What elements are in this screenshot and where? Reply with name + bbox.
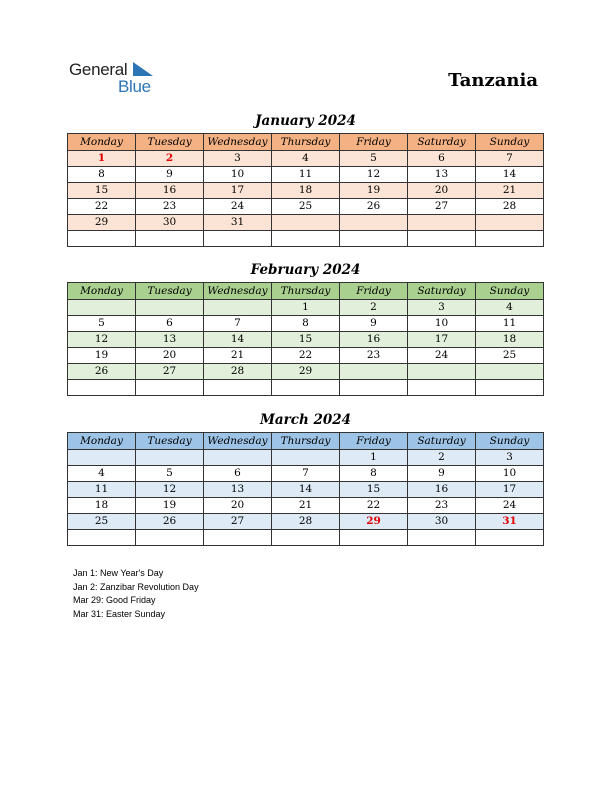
day-cell: 13 — [204, 482, 272, 498]
day-cell: 16 — [340, 332, 408, 348]
country-title: Tanzania — [448, 70, 538, 91]
day-cell — [408, 231, 476, 247]
weekday-header: Friday — [340, 283, 408, 300]
day-cell: 12 — [136, 482, 204, 498]
day-cell — [272, 450, 340, 466]
day-cell: 2 — [340, 300, 408, 316]
week-row — [68, 514, 544, 530]
day-cell — [408, 364, 476, 380]
day-cell: 3 — [204, 151, 272, 167]
day-cell: 30 — [408, 514, 476, 530]
day-cell: 10 — [408, 316, 476, 332]
day-cell: 22 — [340, 498, 408, 514]
day-cell — [204, 300, 272, 316]
holiday-list — [73, 567, 199, 622]
day-cell: 12 — [68, 332, 136, 348]
day-cell: 24 — [204, 199, 272, 215]
day-cell: 12 — [340, 167, 408, 183]
weekday-header: Thursday — [272, 433, 340, 450]
day-cell: 19 — [340, 183, 408, 199]
day-cell — [204, 380, 272, 396]
weekday-header: Tuesday — [136, 283, 204, 300]
day-cell — [340, 530, 408, 546]
day-cell — [68, 300, 136, 316]
day-cell: 6 — [204, 466, 272, 482]
calendar-january — [67, 133, 544, 247]
day-cell: 7 — [204, 316, 272, 332]
weekday-header: Friday — [340, 134, 408, 151]
day-cell: 20 — [136, 348, 204, 364]
logo-triangle-icon — [133, 62, 153, 76]
day-cell: 20 — [408, 183, 476, 199]
day-cell: 2 — [136, 151, 204, 167]
day-cell — [340, 380, 408, 396]
day-cell: 1 — [68, 151, 136, 167]
day-cell: 5 — [340, 151, 408, 167]
day-cell — [476, 231, 544, 247]
day-cell — [68, 530, 136, 546]
day-cell — [408, 215, 476, 231]
day-cell: 10 — [476, 466, 544, 482]
month-title-march: March 2024 — [259, 412, 352, 428]
day-cell: 24 — [408, 348, 476, 364]
weekday-header: Sunday — [476, 283, 544, 300]
day-cell: 15 — [68, 183, 136, 199]
day-cell — [204, 450, 272, 466]
day-cell — [68, 380, 136, 396]
day-cell: 10 — [204, 167, 272, 183]
week-row — [68, 231, 544, 247]
week-row — [68, 380, 544, 396]
day-cell — [204, 530, 272, 546]
day-cell: 9 — [408, 466, 476, 482]
day-cell — [272, 380, 340, 396]
day-cell — [340, 364, 408, 380]
day-cell: 20 — [204, 498, 272, 514]
day-cell: 1 — [272, 300, 340, 316]
day-cell: 5 — [136, 466, 204, 482]
weekday-header: Friday — [340, 433, 408, 450]
day-cell: 22 — [68, 199, 136, 215]
calendar-february — [67, 282, 544, 396]
day-cell: 23 — [340, 348, 408, 364]
day-cell — [340, 231, 408, 247]
day-cell: 8 — [272, 316, 340, 332]
holiday-item: Jan 1: New Year's Day — [73, 568, 164, 578]
day-cell: 14 — [272, 482, 340, 498]
day-cell: 28 — [204, 364, 272, 380]
day-cell: 11 — [68, 482, 136, 498]
day-cell: 29 — [68, 215, 136, 231]
day-cell: 30 — [136, 215, 204, 231]
logo — [69, 60, 169, 96]
day-cell: 26 — [340, 199, 408, 215]
day-cell: 27 — [204, 514, 272, 530]
day-cell — [136, 231, 204, 247]
day-cell: 14 — [476, 167, 544, 183]
week-row — [68, 466, 544, 482]
day-cell: 19 — [68, 348, 136, 364]
logo-blue-text: Blue — [118, 77, 151, 96]
day-cell: 18 — [476, 332, 544, 348]
day-cell — [272, 530, 340, 546]
holiday-item: Jan 2: Zanzibar Revolution Day — [73, 581, 199, 592]
day-cell — [272, 215, 340, 231]
day-cell: 27 — [136, 364, 204, 380]
weekday-header: Thursday — [272, 134, 340, 151]
day-cell: 25 — [272, 199, 340, 215]
day-cell: 23 — [408, 498, 476, 514]
day-cell: 19 — [136, 498, 204, 514]
day-cell: 16 — [408, 482, 476, 498]
day-cell: 3 — [476, 450, 544, 466]
week-row — [68, 482, 544, 498]
week-row — [68, 199, 544, 215]
weekday-header: Monday — [68, 134, 136, 151]
month-title-january: January 2024 — [255, 113, 356, 129]
holiday-item: Mar 29: Good Friday — [73, 595, 156, 606]
day-cell: 7 — [476, 151, 544, 167]
day-cell — [136, 450, 204, 466]
day-cell: 27 — [408, 199, 476, 215]
day-cell — [272, 231, 340, 247]
week-row — [68, 151, 544, 167]
weekday-header: Wednesday — [204, 134, 272, 151]
weekday-header: Wednesday — [204, 433, 272, 450]
month-title-february: February 2024 — [250, 262, 361, 278]
calendar-march — [67, 432, 544, 546]
day-cell: 29 — [340, 514, 408, 530]
day-cell: 13 — [408, 167, 476, 183]
week-row — [68, 215, 544, 231]
day-cell — [136, 300, 204, 316]
day-cell: 13 — [136, 332, 204, 348]
day-cell: 16 — [136, 183, 204, 199]
day-cell: 4 — [476, 300, 544, 316]
day-cell — [476, 215, 544, 231]
day-cell: 17 — [476, 482, 544, 498]
day-cell: 17 — [204, 183, 272, 199]
day-cell — [136, 380, 204, 396]
day-cell: 17 — [408, 332, 476, 348]
day-cell: 3 — [408, 300, 476, 316]
day-cell: 9 — [340, 316, 408, 332]
weekday-header: Tuesday — [136, 134, 204, 151]
weekday-header: Sunday — [476, 134, 544, 151]
day-cell: 18 — [272, 183, 340, 199]
day-cell — [340, 215, 408, 231]
day-cell: 4 — [272, 151, 340, 167]
day-cell: 31 — [476, 514, 544, 530]
weekday-header: Monday — [68, 433, 136, 450]
day-cell — [68, 450, 136, 466]
day-cell: 8 — [340, 466, 408, 482]
day-cell — [68, 231, 136, 247]
day-cell: 22 — [272, 348, 340, 364]
day-cell: 25 — [476, 348, 544, 364]
day-cell — [476, 380, 544, 396]
day-cell: 4 — [68, 466, 136, 482]
day-cell: 28 — [476, 199, 544, 215]
day-cell: 6 — [136, 316, 204, 332]
week-row — [68, 530, 544, 546]
day-cell: 31 — [204, 215, 272, 231]
day-cell: 21 — [204, 348, 272, 364]
holiday-item: Mar 31: Easter Sunday — [73, 609, 166, 620]
day-cell: 9 — [136, 167, 204, 183]
day-cell — [136, 530, 204, 546]
day-cell: 1 — [340, 450, 408, 466]
day-cell: 7 — [272, 466, 340, 482]
day-cell: 2 — [408, 450, 476, 466]
day-cell: 11 — [476, 316, 544, 332]
day-cell: 15 — [272, 332, 340, 348]
weekday-header: Saturday — [408, 433, 476, 450]
day-cell: 21 — [476, 183, 544, 199]
day-cell — [408, 380, 476, 396]
week-row — [68, 348, 544, 364]
day-cell: 25 — [68, 514, 136, 530]
week-row — [68, 450, 544, 466]
weekday-header: Monday — [68, 283, 136, 300]
day-cell: 23 — [136, 199, 204, 215]
week-row — [68, 316, 544, 332]
day-cell — [204, 231, 272, 247]
day-cell: 28 — [272, 514, 340, 530]
weekday-header: Wednesday — [204, 283, 272, 300]
day-cell: 18 — [68, 498, 136, 514]
day-cell: 15 — [340, 482, 408, 498]
day-cell: 6 — [408, 151, 476, 167]
weekday-header: Tuesday — [136, 433, 204, 450]
day-cell — [408, 530, 476, 546]
day-cell — [476, 364, 544, 380]
day-cell: 5 — [68, 316, 136, 332]
week-row — [68, 183, 544, 199]
week-row — [68, 498, 544, 514]
day-cell — [476, 530, 544, 546]
week-row — [68, 364, 544, 380]
week-row — [68, 300, 544, 316]
weekday-header: Saturday — [408, 134, 476, 151]
week-row — [68, 332, 544, 348]
day-cell: 21 — [272, 498, 340, 514]
logo-general-text: General — [69, 60, 128, 79]
day-cell: 29 — [272, 364, 340, 380]
day-cell: 14 — [204, 332, 272, 348]
day-cell: 11 — [272, 167, 340, 183]
day-cell: 26 — [136, 514, 204, 530]
weekday-header: Thursday — [272, 283, 340, 300]
day-cell: 24 — [476, 498, 544, 514]
day-cell: 8 — [68, 167, 136, 183]
day-cell: 26 — [68, 364, 136, 380]
weekday-header: Saturday — [408, 283, 476, 300]
weekday-header: Sunday — [476, 433, 544, 450]
week-row — [68, 167, 544, 183]
